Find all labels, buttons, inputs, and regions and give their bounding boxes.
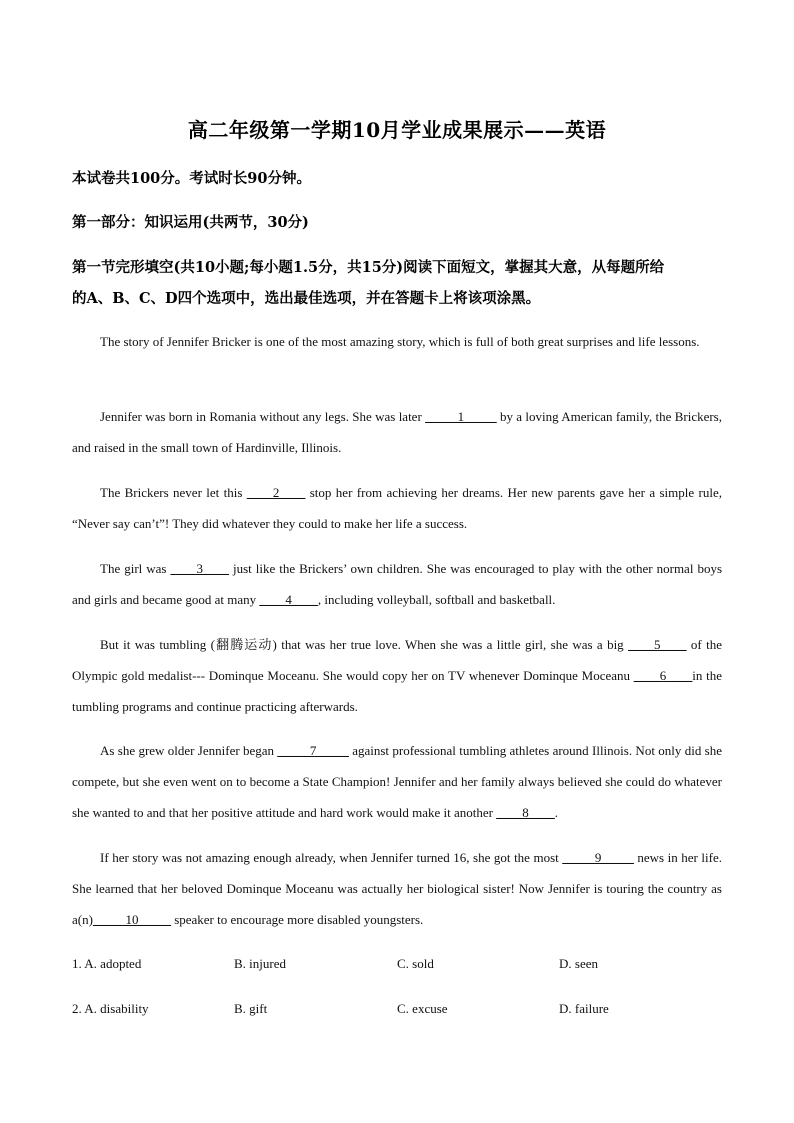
blank-1: _____1_____ <box>425 409 497 424</box>
paragraph-text: of the Olympic gold medalist--- Dominque Moceanu. She would copy her on TV whenever Dominque Moceanu <box>72 637 722 683</box>
passage-paragraph-2 <box>72 401 722 463</box>
paragraph-text: If her story was not amazing enough already, when Jennifer turned 16, she got the most <box>100 850 563 865</box>
section-instructions-line-2: 的A、B、C、D四个选项中，选出最佳选项，并在答题卡上将该项涂黑。 <box>72 290 541 307</box>
paragraph-text: by a loving American family, the Brickers, and raised in the small town of Hardinville, Illinois. <box>72 409 722 455</box>
option-c: C. excuse <box>397 1001 448 1016</box>
paragraph-text: news in her life. She learned that her beloved Dominque Moceanu was actually her biological sister! Now Jennifer is touring the country as a(n) <box>72 850 722 927</box>
option-d: D. seen <box>559 956 598 971</box>
blank-8: ____8____ <box>496 805 555 820</box>
passage-paragraph-7 <box>72 842 722 935</box>
paragraph-text: . <box>554 805 558 820</box>
option-b: B. injured <box>234 956 286 971</box>
option-b: B. gift <box>234 1001 268 1016</box>
paragraph-text: against professional tumbling athletes around Illinois. Not only did she compete, but she even went on to become a State Champion! Jennifer and her family always believed she could do whatever she wanted to and that her positive attitude and hard work would make it another <box>72 743 722 820</box>
page-title: 高二年级第一学期10月学业成果展示——英语 <box>187 118 607 142</box>
passage-paragraph-4 <box>72 553 722 615</box>
option-a: 2. A. disability <box>72 1001 149 1016</box>
blank-4: ____4____ <box>259 592 318 607</box>
blank-10: _____10_____ <box>92 912 171 927</box>
section-instructions-line-1: 第一节完形填空(共10小题;每小题1.5分，共15分)阅读下面短文，掌握其大意，从每题所给 <box>72 259 665 276</box>
option-d: D. failure <box>559 1001 609 1016</box>
exam-info: 本试卷共100分。考试时长90分钟。 <box>72 170 311 187</box>
paragraph-text: just like the Brickers’ own children. She was encouraged to play with the other normal boys and girls and became good at many <box>72 561 722 607</box>
passage-paragraph-5 <box>72 629 722 722</box>
question-1-options <box>72 956 722 976</box>
option-a: 1. A. adopted <box>72 956 142 971</box>
question-2-options <box>72 1001 722 1021</box>
passage-paragraph-3 <box>72 477 722 539</box>
paragraph-text: speaker to encourage more disabled youngsters. <box>170 912 424 927</box>
blank-7: _____7_____ <box>277 743 349 758</box>
blank-6: ____6____ <box>633 668 693 683</box>
blank-5: ____5____ <box>628 637 687 652</box>
paragraph-text: , including volleyball, softball and basketball. <box>317 592 556 607</box>
passage-paragraph-6 <box>72 735 722 828</box>
paragraph-text: The Brickers never let this <box>100 485 247 500</box>
paragraph-text: in the tumbling programs and continue practicing afterwards. <box>72 668 722 714</box>
part-heading: 第一部分：知识运用(共两节，30分) <box>72 214 309 231</box>
paragraph-text: But it was tumbling (翻腾运动) that was her true love. When she was a little girl, she was a big <box>100 637 629 652</box>
paragraph-text: As she grew older Jennifer began <box>100 743 278 758</box>
passage-paragraph-1 <box>72 326 722 357</box>
blank-9: _____9_____ <box>562 850 634 865</box>
paragraph-text: The girl was <box>100 561 171 576</box>
paragraph-text: stop her from achieving her dreams. Her new parents gave her a simple rule, “Never say can’t”! They did whatever they could to make her life a success. <box>72 485 722 531</box>
blank-3: ____3____ <box>170 561 229 576</box>
paragraph-text: The story of Jennifer Bricker is one of the most amazing story, which is full of both great surprises and life lessons. <box>100 334 700 349</box>
blank-2: ____2____ <box>246 485 306 500</box>
paragraph-text: Jennifer was born in Romania without any legs. She was later <box>100 409 426 424</box>
option-c: C. sold <box>397 956 434 971</box>
